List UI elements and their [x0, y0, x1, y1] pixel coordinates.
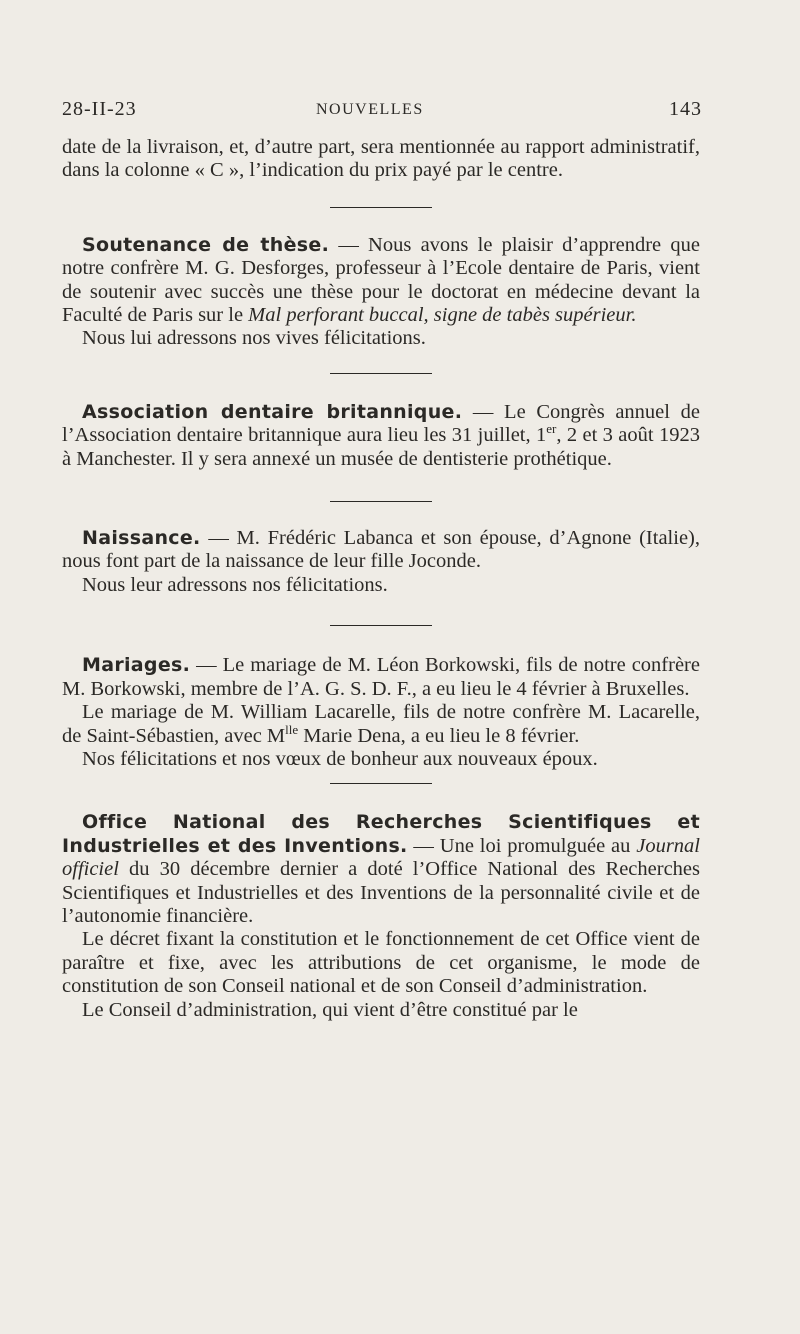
mariages-heading: Mariages.: [82, 654, 191, 677]
section-divider: [330, 373, 432, 374]
section-divider: [330, 501, 432, 502]
association-body-2: , 2 et 3 août 1923 à Manchester. Il y sera annexé un musée de dentisterie prothétique.: [62, 424, 700, 470]
these-paragraph: [62, 234, 700, 328]
mariages-paragraph-3: Nos félicitations et nos vœux de bonheur aux nouveaux époux.: [82, 747, 598, 770]
these-heading: Soutenance de thèse.: [82, 233, 330, 256]
header-date: 28-II-23: [62, 98, 137, 120]
header-title: NOUVELLES: [316, 101, 424, 118]
these-body: — Nous avons le plaisir d’apprendre que notre confrère M. G. Desforges, professeur à l’Ecole dentaire de Paris, vient de soutenir avec succès une thèse pour le doctorat en médecine devant la Faculté de Paris sur le: [62, 233, 700, 327]
mariages-sup: lle: [285, 721, 299, 737]
mariages-body-2a: Le mariage de M. William Lacarelle, fils de notre confrère M. Lacarelle, de Saint-Sébastien, avec M: [62, 701, 700, 747]
these-closing: Nous lui adressons nos vives félicitations.: [82, 327, 426, 350]
office-journal: Journal officiel: [62, 834, 700, 881]
mariages-body-2b: Marie Dena, a eu lieu le 8 février.: [298, 724, 580, 747]
office-heading: Office National des Recherches Scientifiques et Industrielles et des Inventions.: [62, 811, 700, 857]
naissance-heading: Naissance.: [82, 527, 201, 550]
naissance-paragraph: [62, 527, 700, 574]
association-body-1: — Le Congrès annuel de l’Association dentaire britannique aura lieu les 31 juillet, 1: [62, 400, 700, 447]
association-sup: er: [546, 421, 557, 437]
section-divider: [330, 625, 432, 626]
article-body: [62, 136, 700, 1022]
office-paragraph: [62, 811, 700, 928]
page-header: [62, 98, 702, 128]
naissance-body: — M. Frédéric Labanca et son épouse, d’Agnone (Italie), nous font part de la naissance de leur fille Joconde.: [62, 527, 700, 573]
office-paragraph-2: Le décret fixant la constitution et le fonctionnement de cet Office vient de paraître et fixe, avec les attributions de cet organisme, le mode de constitution de son Conseil national et de son Conseil d’administration.: [62, 928, 700, 998]
association-paragraph: [62, 401, 700, 471]
office-body-1a: — Une loi promulguée au: [407, 834, 637, 857]
these-title: Mal perforant buccal, signe de tabès supérieur.: [248, 304, 637, 327]
intro-paragraph: date de la livraison, et, d’autre part, sera mentionnée au rapport administratif, dans la colonne « C », l’indication du prix payé par le centre.: [62, 136, 700, 182]
office-body-1b: du 30 décembre dernier a doté l’Office National des Recherches Scientifiques et Industrielles et des Inventions de la personnalité civile et de l’autonomie financière.: [62, 858, 700, 927]
mariages-paragraph-2: [62, 701, 700, 748]
section-divider: [330, 207, 432, 208]
naissance-closing: Nous leur adressons nos félicitations.: [82, 573, 388, 596]
mariages-paragraph: [62, 654, 700, 701]
page-number: 143: [669, 98, 702, 120]
office-paragraph-3: Le Conseil d’administration, qui vient d’être constitué par le: [82, 998, 578, 1021]
association-heading: Association dentaire britannique.: [82, 400, 463, 423]
section-divider: [330, 783, 432, 784]
mariages-body-1: — Le mariage de M. Léon Borkowski, fils de notre confrère M. Borkowski, membre de l’A. G. S. D. F., a eu lieu le 4 février à Bruxelles.: [62, 654, 700, 700]
